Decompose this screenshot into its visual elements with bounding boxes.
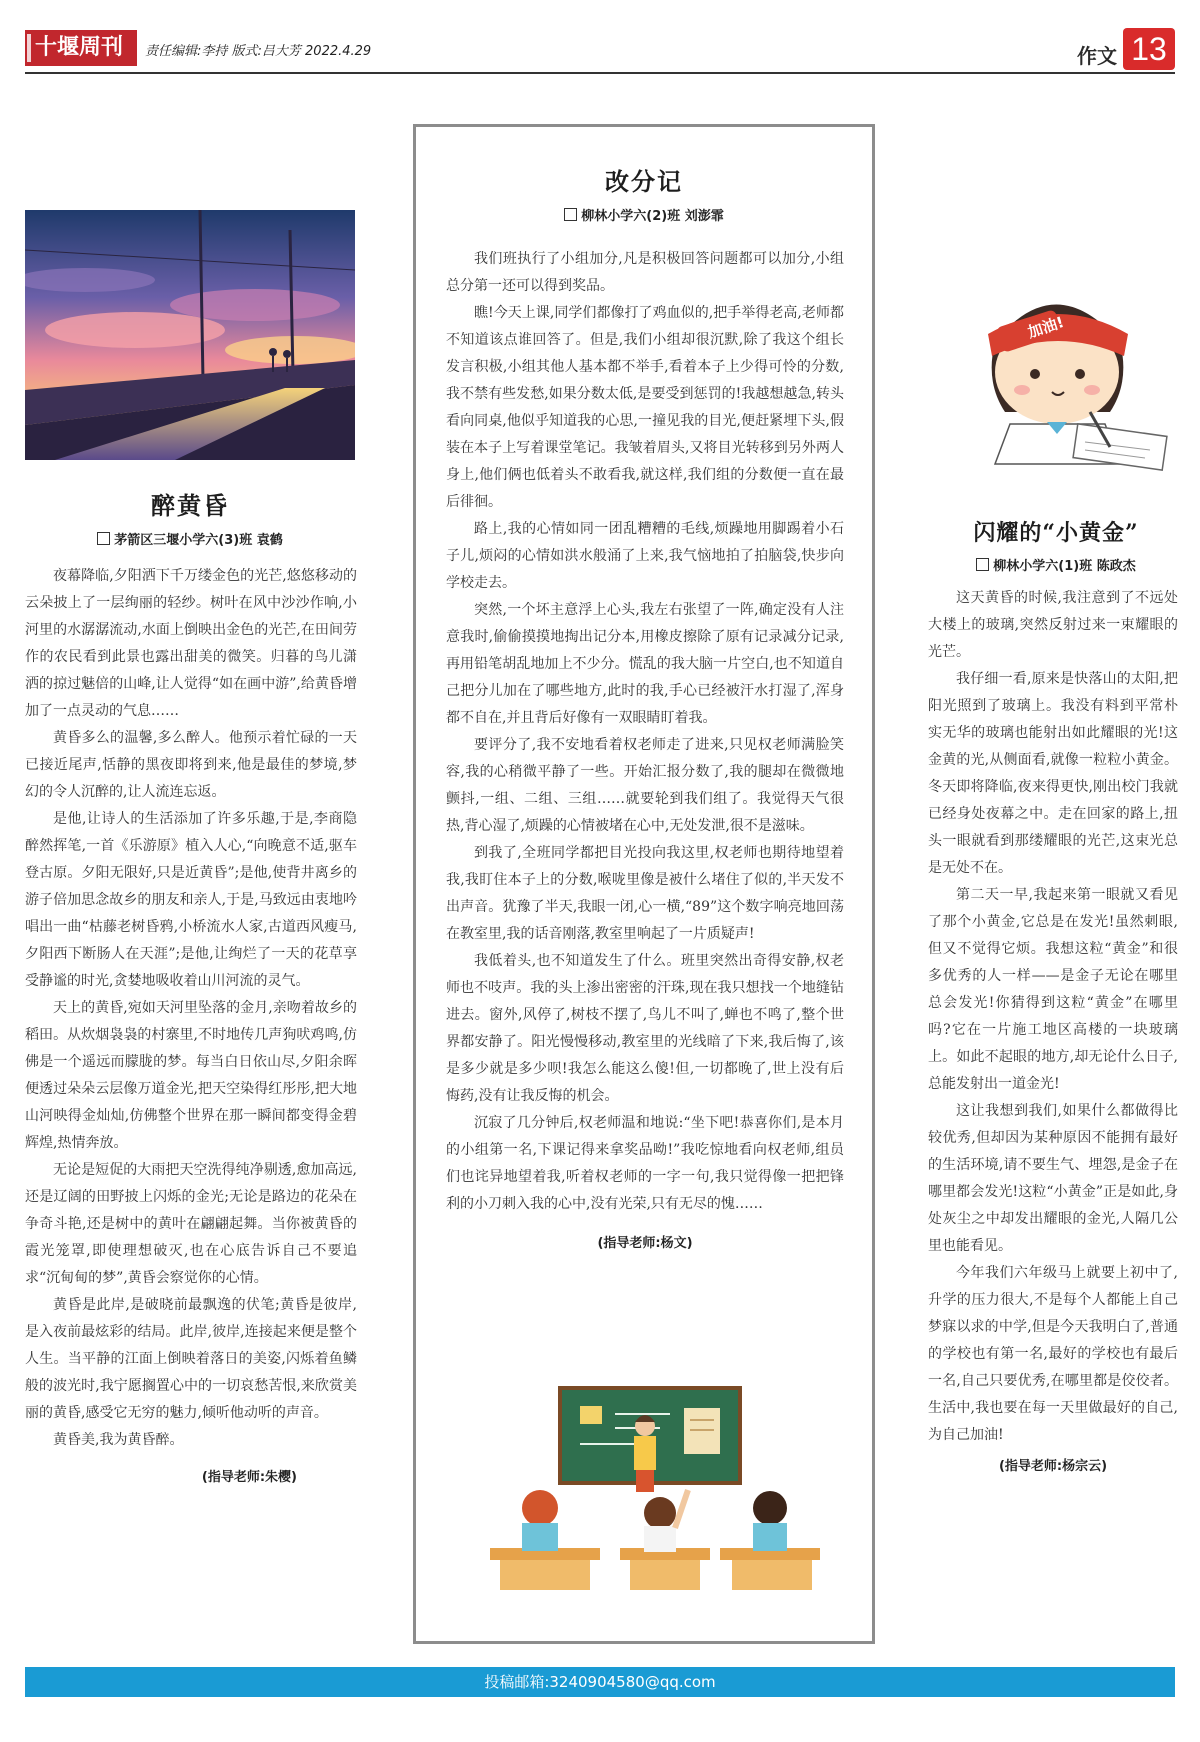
paragraph: 突然,一个坏主意浮上心头,我左右张望了一阵,确定没有人注意我时,偷偷摸摸地掏出记分本,用橡皮擦除了原有记录减分记录,再用铅笔胡乱地加上不少分。慌乱的我大脑一片空白,也不知道自己把分儿加在了哪些地方,此时的我,手心已经被汗水打湿了,浑身都不自在,并且背后好像有一双眼睛盯着我。 <box>446 602 844 726</box>
submission-email-bar: 投稿邮箱:3240904580@qq.com <box>25 1667 1175 1697</box>
paragraph: 第二天一早,我起来第一眼就又看见了那个小黄金,它总是在发光!虽然刺眼,但又不觉得它烦。我想这粒“黄金”和很多优秀的人一样——是金子无论在哪里总会发光!你猜得到这粒“黄金”在哪里吗?它在一片施工地区高楼的一块玻璃上。如此不起眼的地方,却无论什么日子,总能发射出一道金光! <box>928 887 1178 1092</box>
paragraph: 黄昏多么的温馨,多么醉人。他预示着忙碌的一天已接近尾声,恬静的黑夜即将到来,他是最佳的梦境,梦幻的令人沉醉的,让人流连忘返。 <box>25 730 357 800</box>
page-header <box>25 28 1175 72</box>
paragraph: 到我了,全班同学都把目光投向我这里,权老师也期待地望着我,我盯住本子上的分数,喉咙里像是被什么堵住了似的,半天发不出声音。犹豫了半天,我眼一闭,心一横,“89”这个数字响亮地回荡在教室里,我的话音刚落,教室里响起了一片质疑声! <box>446 845 844 942</box>
teacher-credit: (指导老师:杨宗云) <box>998 1459 1108 1474</box>
logo-text: 十堰周刊 <box>35 35 124 60</box>
paragraph: 瞧!今天上课,同学们都像打了鸡血似的,把手举得老高,老师都不知道该点谁回答了。但是,我们小组却很沉默,除了我这个组长发言积极,小组其他人基本都不举手,看着本子上少得可怜的分数,我不禁有些发愁,如果分数太低,是要受到惩罚的!我越想越急,转头看向同桌,他似乎知道我的心思,一撞见我的目光,便赶紧埋下头,假装在本子上写着课堂笔记。我皱着眉头,又将目光转移到另外两人身上,他们俩也低着头不敢看我,就这样,我们组的分数便一直在最后徘徊。 <box>446 305 844 510</box>
article-title: 闪耀的“小黄金” <box>973 520 1139 546</box>
newspaper-logo <box>25 30 137 66</box>
paragraph: 黄昏是此岸,是破晓前最飘逸的伏笔;黄昏是彼岸,是入夜前最炫彩的结局。此岸,彼岸,连接起来便是整个人生。当平静的江面上倒映着落日的美姿,闪烁着鱼鳞般的波光时,我宁愿搁置心中的一切哀愁苦恨,来欣赏美丽的黄昏,感受它无穷的魅力,倾听他动听的声音。 <box>25 1297 357 1421</box>
teacher-credit: (指导老师:朱樱) <box>201 1470 297 1485</box>
teacher-credit: (指导老师:杨文) <box>597 1236 693 1251</box>
right-article-body <box>928 585 1178 1474</box>
editor-line: 责任编辑:李持 版式:吕大芳 2022.4.29 <box>145 44 372 59</box>
article-byline: 柳林小学六(2)班 刘澎霏 <box>413 205 875 224</box>
paragraph: 夜幕降临,夕阳洒下千万缕金色的光芒,悠悠移动的云朵披上了一层绚丽的轻纱。树叶在风中沙沙作响,小河里的水潺潺流动,水面上倒映出金色的光芒,在田间劳作的农民看到此景也露出甜美的微笑。归暮的鸟儿潇洒的掠过魅倍的山峰,让人觉得“如在画中游”,给黄昏增加了一点灵动的气息…… <box>25 568 357 719</box>
cartoon-boy-illustration <box>940 262 1180 472</box>
paragraph: 沉寂了几分钟后,权老师温和地说:“坐下吧!恭喜你们,是本月的小组第一名,下课记得来拿奖品呦!”我吃惊地看向权老师,组员们也诧异地望着我,听着权老师的一字一句,我只觉得像一把把锋利的小刀刺入我的心中,没有光荣,只有无尽的愧…… <box>446 1115 844 1212</box>
left-article-header <box>25 486 355 548</box>
paragraph: 是他,让诗人的生活添加了许多乐趣,于是,李商隐醉然挥笔,一首《乐游原》植入人心,“向晚意不适,驱车登古原。夕阳无限好,只是近黄昏”;是他,使背井离乡的游子倍加思念故乡的朋友和亲人,于是,马致远由衷地吟唱出一曲“枯藤老树昏鸦,小桥流水人家,古道西风瘦马,夕阳西下断肠人在天涯”;是他,让绚烂了一天的花草享受静谧的时光,贪婪地吸收着山川河流的灵气。 <box>25 811 357 989</box>
headband-text: 加油! <box>1025 313 1067 342</box>
article-byline: 柳林小学六(1)班 陈政杰 <box>925 555 1187 574</box>
paragraph: 我们班执行了小组加分,凡是积极回答问题都可以加分,小组总分第一还可以得到奖品。 <box>446 251 844 294</box>
sunset-illustration <box>25 210 355 460</box>
logo-bar-icon <box>27 34 31 62</box>
header-rule <box>25 72 1175 74</box>
paragraph: 这天黄昏的时候,我注意到了不远处大楼上的玻璃,突然反射过来一束耀眼的光芒。 <box>928 590 1178 660</box>
right-article-header <box>925 516 1187 574</box>
classroom-illustration <box>470 1378 830 1618</box>
article-title: 醉黄昏 <box>151 491 229 520</box>
paragraph: 路上,我的心情如同一团乱糟糟的毛线,烦躁地用脚踢着小石子儿,烦闷的心情如洪水般涌了上来,我气恼地拍了拍脑袋,快步向学校走去。 <box>446 521 844 591</box>
center-article-body <box>446 246 844 1251</box>
paragraph: 无论是短促的大雨把天空洗得纯净剔透,愈加高远,还是辽阔的田野披上闪烁的金光;无论是路边的花朵在争奇斗艳,还是树中的黄叶在翩翩起舞。当你被黄昏的霞光笼罩,即使理想破灭,也在心底告诉自己不要追求“沉甸甸的梦”,黄昏会察觉你的心情。 <box>25 1162 357 1286</box>
section-name: 作文 <box>1077 44 1117 68</box>
left-article-body <box>25 563 357 1485</box>
square-bullet-icon <box>97 532 110 545</box>
article-byline: 茅箭区三堰小学六(3)班 袁鹤 <box>25 529 355 548</box>
paragraph: 我仔细一看,原来是快落山的太阳,把阳光照到了玻璃上。我没有料到平常朴实无华的玻璃也能射出如此耀眼的光!这金黄的光,从侧面看,就像一粒粒小黄金。冬天即将降临,夜来得更快,刚出校门我就已经身处夜幕之中。走在回家的路上,扭头一眼就看到那缕耀眼的光芒,这束光总是无处不在。 <box>928 671 1178 876</box>
paragraph: 要评分了,我不安地看着权老师走了进来,只见权老师满脸笑容,我的心稍微平静了一些。开始汇报分数了,我的腿却在微微地颤抖,一组、二组、三组……就要轮到我们组了。我觉得天气很热,背心湿了,烦躁的心情被堵在心中,无处发泄,很不是滋味。 <box>446 737 844 834</box>
paragraph: 这让我想到我们,如果什么都做得比较优秀,但却因为某种原因不能拥有最好的生活环境,请不要生气、埋怨,是金子在哪里都会发光!这粒“小黄金”正是如此,身处灰尘之中却发出耀眼的金光,人隔几公里也能看见。 <box>928 1103 1178 1254</box>
paragraph: 我低着头,也不知道发生了什么。班里突然出奇得安静,权老师也不吱声。我的头上渗出密密的汗珠,现在我只想找一个地缝钻进去。窗外,风停了,树枝不摆了,鸟儿不叫了,蝉也不鸣了,整个世界都安静了。阳光慢慢移动,教室里的光线暗了下来,我后悔了,该是多少就是多少呗!我怎么能这么傻!但,一切都晚了,世上没有后悔药,没有让我反悔的机会。 <box>446 953 844 1104</box>
paragraph: 黄昏美,我为黄昏醉。 <box>53 1432 184 1448</box>
square-bullet-icon <box>976 558 989 571</box>
article-title: 改分记 <box>605 167 683 196</box>
paragraph: 今年我们六年级马上就要上初中了,升学的压力很大,不是每个人都能上自己梦寐以求的中学,但是今天我明白了,普通的学校也有第一名,最好的学校也有最后一名,自己只要优秀,在哪里都是佼佼者。生活中,我也要在每一天里做最好的自己,为自己加油! <box>928 1265 1178 1443</box>
paragraph: 天上的黄昏,宛如天河里坠落的金月,亲吻着故乡的稻田。从炊烟袅袅的村寨里,不时地传几声狗吠鸡鸣,仿佛是一个遥远而朦胧的梦。每当白日依山尽,夕阳余晖便透过朵朵云层像万道金光,把天空染得红彤彤,把大地山河映得金灿灿,仿佛整个世界在那一瞬间都变得金碧辉煌,热情奔放。 <box>25 1000 357 1151</box>
square-bullet-icon <box>564 208 577 221</box>
center-article-header <box>413 162 875 224</box>
page-number: 13 <box>1123 28 1175 70</box>
